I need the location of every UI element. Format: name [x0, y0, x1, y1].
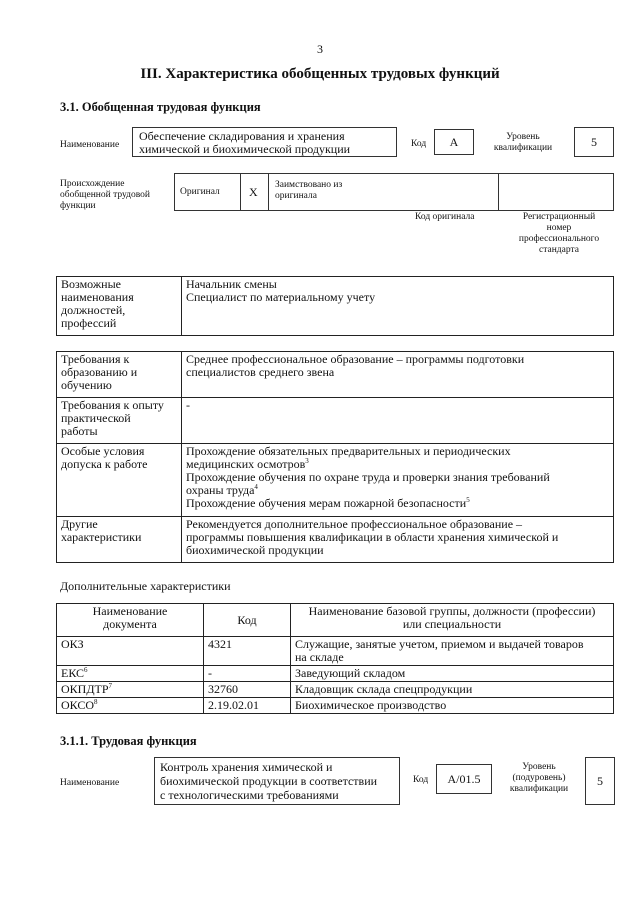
row-doc-text: ОКСО	[61, 698, 95, 712]
origin-borrowed-label-2: оригинала	[275, 191, 317, 201]
gtf-level-value: 5	[574, 127, 614, 157]
origin-borrowed-label-1: Заимствовано из	[275, 180, 343, 190]
tf-level-label-1: Уровень	[522, 762, 556, 772]
table-row	[57, 637, 614, 666]
origin-code-label: Код оригинала	[415, 212, 475, 222]
edu-value-1: Среднее профессиональное образование – программы подготовки	[186, 352, 525, 366]
row-name: Заведующий складом	[291, 666, 614, 682]
additional-title: Дополнительные характеристики	[60, 579, 231, 593]
positions-value-2: Специалист по материальному учету	[186, 290, 376, 304]
gtf-name-label: Наименование	[60, 140, 120, 150]
other-label	[57, 517, 182, 563]
exp-label-2: практической	[61, 411, 131, 425]
additional-col-doc-1: Наименование	[92, 604, 168, 618]
row-footnote: 8	[94, 698, 98, 706]
origin-label-2: обобщенной трудовой	[60, 190, 150, 200]
origin-reg-label-3: профессионального	[518, 234, 600, 244]
exp-value: -	[182, 398, 614, 444]
row-doc	[57, 682, 204, 698]
cond-value-2: медицинских осмотров	[186, 457, 306, 471]
additional-col-code: Код	[204, 604, 291, 637]
gtf-level-label-2: квалификации	[493, 143, 553, 153]
row-code: 4321	[204, 637, 291, 666]
tf-level-value: 5	[585, 757, 615, 805]
other-value-3: биохимической продукции	[186, 543, 324, 557]
tf-name-label: Наименование	[60, 778, 120, 788]
section-title: III. Характеристика обобщенных трудовых функций	[140, 66, 500, 82]
positions-label-1: Возможные	[61, 277, 121, 291]
cond-value-3: Прохождение обучения по охране труда и проверки знания требований	[186, 470, 550, 484]
other-value	[182, 517, 614, 563]
tf-name-line-2: биохимической продукции в соответствии	[160, 774, 378, 788]
origin-divider-1	[240, 173, 241, 211]
origin-reg-label	[504, 212, 614, 256]
edu-label-1: Требования к	[61, 352, 130, 366]
cond-value-4: охраны труда	[186, 483, 255, 497]
gtf-name-line-2: химической и биохимической продукции	[139, 142, 351, 156]
edu-label-3: обучению	[61, 378, 112, 392]
origin-reg-label-1: Регистрационный	[522, 212, 596, 222]
origin-borrowed-label	[275, 180, 342, 202]
row-code: 32760	[204, 682, 291, 698]
origin-divider-2	[268, 173, 269, 211]
positions-label-3: должностей,	[61, 303, 126, 317]
tf-name-line-1: Контроль хранения химической и	[160, 760, 333, 774]
edu-label	[57, 352, 182, 398]
edu-label-2: образованию и	[61, 365, 138, 379]
tf-heading: 3.1.1. Трудовая функция	[60, 734, 197, 748]
cond-value	[182, 444, 614, 517]
tf-code-label: Код	[413, 775, 429, 785]
row-doc-text: ЕКС	[61, 666, 85, 680]
positions-table	[56, 276, 614, 336]
table-row	[57, 698, 614, 714]
additional-col-doc-2: документа	[103, 617, 157, 631]
additional-col-doc	[57, 604, 204, 637]
tf-name-line-3: с технологическими требованиями	[160, 788, 339, 802]
row-doc-text: ОКПДТР	[61, 682, 109, 696]
row-code: -	[204, 666, 291, 682]
page-number: 3	[317, 42, 323, 56]
row-name-2: на складе	[295, 650, 344, 664]
exp-label-3: работы	[61, 424, 98, 438]
row-doc	[57, 698, 204, 714]
cond-label	[57, 444, 182, 517]
tf-level-label-2: (подуровень)	[512, 773, 566, 783]
row-doc-text: ОКЗ	[61, 637, 84, 651]
cond-footnote-1: 3	[305, 457, 309, 465]
other-value-1: Рекомендуется дополнительное профессиональное образование –	[186, 517, 523, 531]
origin-label-3: функции	[60, 201, 96, 211]
gtf-heading: 3.1. Обобщенная трудовая функция	[60, 100, 261, 114]
row-name: Кладовщик склада спецпродукции	[291, 682, 614, 698]
row-code: 2.19.02.01	[204, 698, 291, 714]
cond-value-5: Прохождение обучения мерам пожарной безопасности	[186, 496, 467, 510]
positions-value	[182, 277, 614, 336]
tf-code-value: A/01.5	[436, 764, 492, 794]
row-name	[291, 637, 614, 666]
origin-label	[60, 179, 170, 212]
positions-label	[57, 277, 182, 336]
table-row	[57, 682, 614, 698]
positions-label-4: профессий	[61, 316, 117, 330]
additional-col-name-1: Наименование базовой группы, должности (профессии)	[308, 604, 596, 618]
exp-label	[57, 398, 182, 444]
additional-col-name	[291, 604, 614, 637]
gtf-level-label-1: Уровень	[506, 132, 540, 142]
origin-reg-label-2: номер	[546, 223, 572, 233]
origin-divider-3	[498, 173, 499, 211]
gtf-name-box	[132, 127, 397, 157]
row-footnote: 7	[108, 682, 113, 690]
cond-label-1: Особые условия	[61, 444, 145, 458]
other-label-1: Другие	[61, 517, 98, 531]
positions-label-2: наименования	[61, 290, 134, 304]
edu-value-2: специалистов среднего звена	[186, 365, 335, 379]
origin-reg-label-4: стандарта	[539, 245, 579, 255]
additional-col-name-2: или специальности	[402, 617, 502, 631]
gtf-code-label: Код	[411, 139, 427, 149]
cond-label-2: допуска к работе	[61, 457, 148, 471]
origin-original-label: Оригинал	[180, 187, 220, 197]
row-name-1: Служащие, занятые учетом, приемом и выдачей товаров	[295, 637, 584, 651]
tf-level-label-3: квалификации	[509, 784, 569, 794]
origin-label-1: Происхождение	[60, 179, 125, 189]
origin-original-mark: X	[249, 185, 258, 199]
row-doc	[57, 666, 204, 682]
additional-table	[56, 603, 614, 714]
gtf-name-line-1: Обеспечение складирования и хранения	[139, 129, 345, 143]
other-value-2: программы повышения квалификации в области хранения химической и	[186, 530, 559, 544]
cond-value-1: Прохождение обязательных предварительных и периодических	[186, 444, 511, 458]
gtf-level-label	[478, 132, 568, 154]
row-doc	[57, 637, 204, 666]
positions-value-1: Начальник смены	[186, 277, 277, 291]
cond-footnote-3: 5	[466, 496, 470, 504]
tf-name-box	[154, 757, 400, 805]
tf-level-label	[496, 762, 582, 795]
row-footnote: 6	[84, 666, 88, 674]
table-row	[57, 666, 614, 682]
cond-footnote-2: 4	[254, 483, 258, 491]
exp-label-1: Требования к опыту	[61, 398, 164, 412]
gtf-code-value: A	[434, 129, 474, 155]
other-label-2: характеристики	[61, 530, 142, 544]
row-name: Биохимическое производство	[291, 698, 614, 714]
edu-value	[182, 352, 614, 398]
requirements-table	[56, 351, 614, 563]
